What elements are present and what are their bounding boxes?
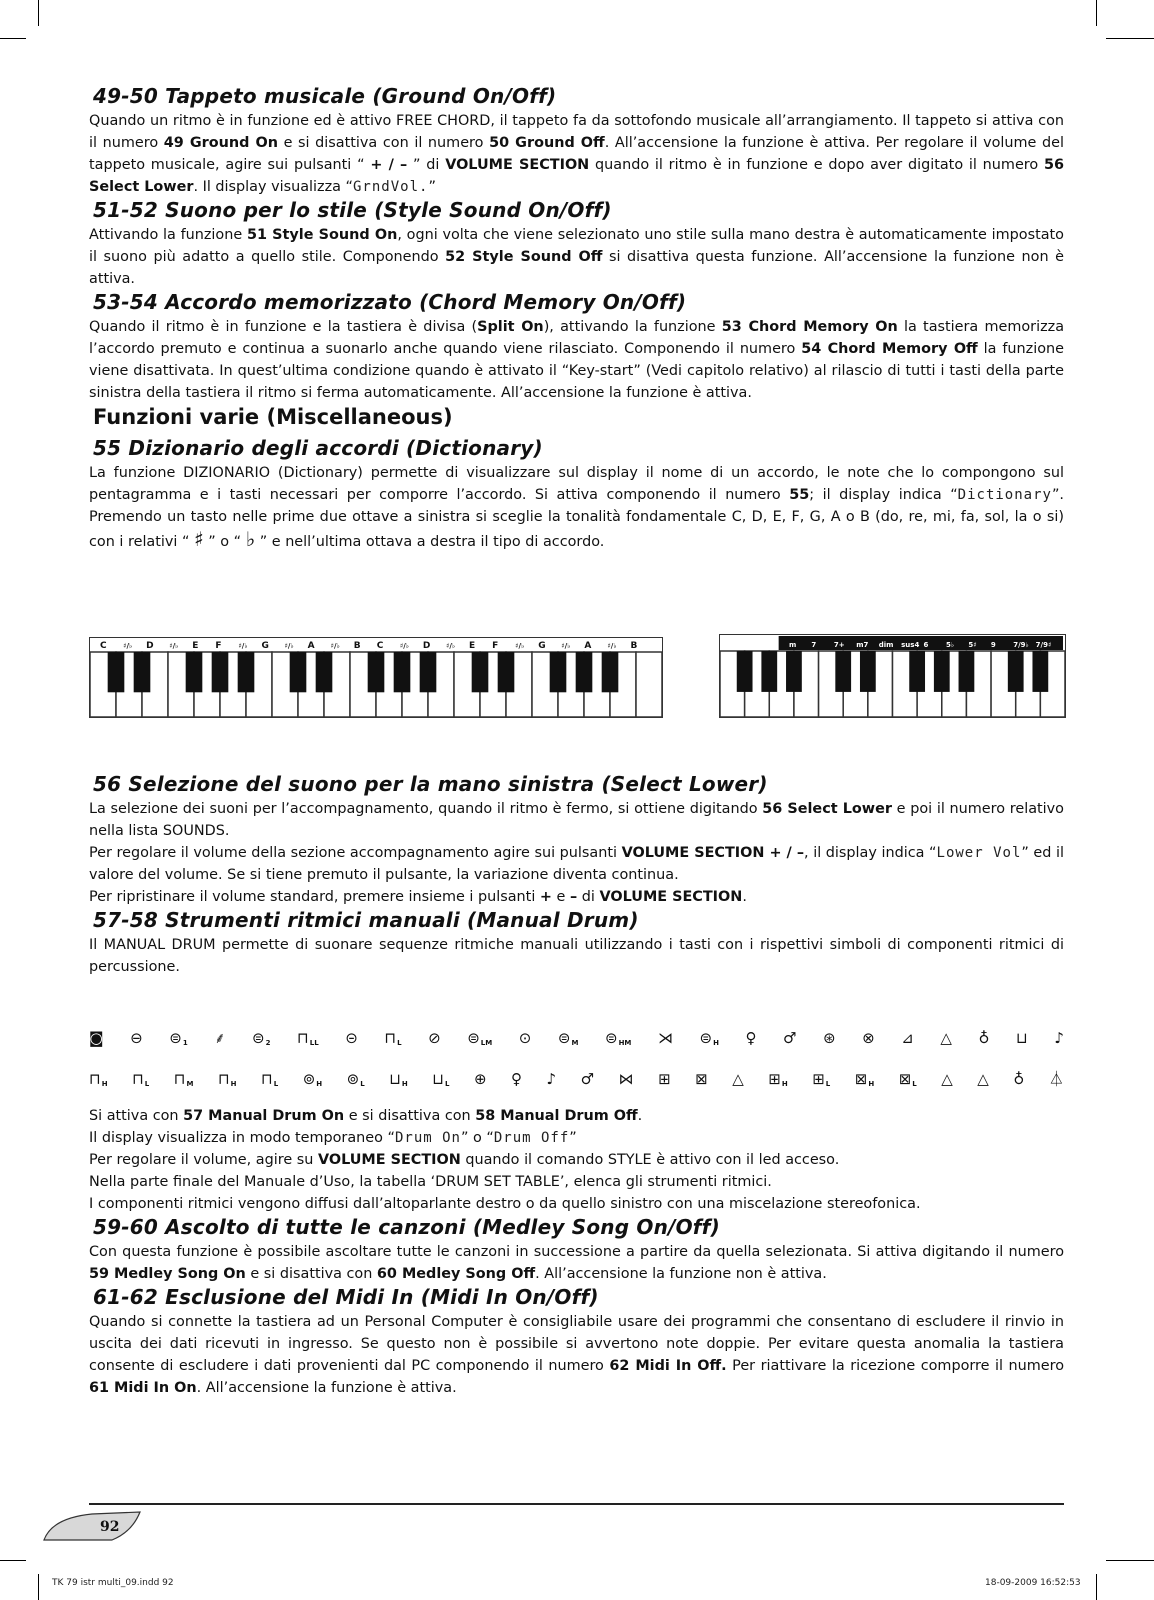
manual-drum-volume: Per regolare il volume, agire su VOLUME SECTION quando il comando STYLE è attivo con il led acceso.	[89, 1152, 840, 1168]
key-label: ♯/♭	[330, 642, 340, 650]
chord-type-label: 6	[923, 641, 929, 649]
tom-icon: ⊜ $_2$	[252, 1029, 271, 1047]
tom-icon: ⊜ $_H$	[699, 1029, 719, 1047]
brush-icon: ⸙	[214, 1029, 226, 1047]
drum-symbol-subscript: L	[360, 1079, 365, 1088]
chord-type-label: dim	[878, 641, 894, 649]
triangle-icon: △	[732, 1069, 744, 1088]
guiro-icon: ♂	[580, 1069, 595, 1088]
chord-type-label: 9	[990, 641, 996, 649]
drum-symbol-subscript: L	[273, 1079, 279, 1088]
cuica-icon: ⊠	[695, 1069, 708, 1088]
metronome-icon: ⏃	[1048, 1070, 1064, 1088]
timbale-icon: ⊚ $_H$	[302, 1069, 323, 1088]
section-title-ground: 49-50 Tappeto musicale (Ground On/Off)	[93, 84, 557, 108]
key-label: G	[261, 641, 269, 651]
section-title-style-sound: 51-52 Suono per lo stile (Style Sound On/Off)	[93, 198, 612, 222]
key-label: ♯/♭	[607, 642, 617, 650]
drum-symbol-subscript: HM	[618, 1039, 632, 1047]
tom-icon: ⊜ $_M$	[557, 1029, 579, 1047]
black-key	[550, 652, 567, 692]
black-key	[108, 652, 125, 692]
key-label: ♯/♭	[123, 642, 133, 650]
section-title-manual-drum: 57-58 Strumenti ritmici manuali (Manual Drum)	[93, 908, 639, 932]
key-label: ♯/♭	[561, 642, 571, 650]
shaker-icon: ♁	[978, 1029, 990, 1047]
black-key	[186, 652, 203, 692]
triangle-icon: △	[941, 1069, 953, 1088]
chord-type-label: 7	[811, 641, 817, 649]
section-text-select-lower-2: Per regolare il volume della sezione accompagnamento agire sui pulsanti VOLUME SECTION + / –, il display indica “Lower Vol” ed il valore del volume. Se si tiene premuto il pulsante, la variazione diventa continua.	[89, 845, 1065, 883]
white-key	[636, 652, 662, 717]
section-title-dictionary: 55 Dizionario degli accordi (Dictionary)	[93, 436, 543, 460]
crop-mark	[1096, 0, 1097, 26]
whistle-icon: ♪	[1054, 1029, 1064, 1047]
bongo-icon: ⊓ $_L$	[132, 1069, 150, 1088]
crop-mark	[0, 1560, 26, 1561]
drum-symbol-subscript: L	[144, 1079, 150, 1088]
footer-rule	[89, 1503, 1064, 1505]
conga-icon: ⊓ $_H$	[217, 1069, 237, 1088]
guiro-icon: ♂	[783, 1029, 797, 1047]
section-title-midi-in: 61-62 Esclusione del Midi In (Midi In On/Off)	[93, 1285, 599, 1309]
drum-symbol-subscript: LL	[309, 1039, 319, 1047]
agogo-icon: ⊔ $_L$	[432, 1069, 450, 1088]
display-text: GrndVol.	[353, 179, 429, 195]
black-key	[394, 652, 411, 692]
chord-type-label: m	[789, 641, 797, 649]
key-label: F	[215, 641, 222, 651]
drum-symbol-subscript: H	[101, 1079, 108, 1088]
section-text-select-lower-3: Per ripristinare il volume standard, premere insieme i pulsanti + e – di VOLUME SECTION.	[89, 889, 747, 905]
cuica-icon: ⊠ $_H$	[854, 1069, 875, 1088]
key-label: ♯/♭	[515, 642, 525, 650]
drum-symbol-subscript: H	[316, 1079, 323, 1088]
black-key	[1032, 651, 1048, 692]
black-key	[737, 651, 753, 692]
key-label: D	[422, 641, 431, 651]
shaker-icon: ♁	[1013, 1069, 1025, 1088]
section-text-chord-memory: Quando il ritmo è in funzione e la tastiera è divisa (Split On), attivando la funzione 53 Chord Memory On la tastiera memorizza l’accordo premuto e continua a suonarlo anche quando viene rilasciato. Componendo il numero 54 Chord Memory Off la funzione viene disattivata. In quest’ultima condizione quando è attivato il “Key-start” (Vedi capitolo relativo) al rilascio di tutti i tasti della parte sinistra della tastiera il ritmo si ferma automaticamente. All’accensione la funzione è attiva.	[89, 319, 1065, 401]
crop-mark	[0, 38, 26, 39]
drum-symbol-subscript: M	[186, 1079, 194, 1088]
key-label: B	[353, 641, 361, 651]
timbale-icon: ⊚ $_L$	[346, 1069, 365, 1088]
section-text-ground: Quando un ritmo è in funzione ed è attivo FREE CHORD, il tappeto fa da sottofondo musicale all’arrangiamento. Il tappeto si attiva con il numero 49 Ground On e si disattiva con il numero 50 Ground Off. All’accensione la funzione è attiva. Per regolare il volume del tappeto musicale, agire sui pulsanti “ + / – ” di VOLUME SECTION quando il ritmo è in funzione e dopo aver digitato il numero 56 Select Lower. Il display visualizza “GrndVol.”	[89, 113, 1065, 195]
triangle-icon: △	[940, 1029, 952, 1047]
footer-date-time: 18-09-2009 16:52:53	[985, 1578, 1081, 1588]
hihat-icon: ⊘	[428, 1029, 441, 1047]
flat-symbol: ♭	[245, 527, 256, 551]
display-text: Drum Off	[493, 1130, 570, 1146]
key-label: ♯/♭	[169, 642, 179, 650]
woodblock-icon: ⊞ $_L$	[812, 1069, 831, 1088]
display-text: Dictionary	[957, 487, 1052, 503]
black-key	[134, 652, 151, 692]
cuica-icon: ⊠ $_L$	[898, 1069, 917, 1088]
key-label: C	[100, 641, 107, 651]
black-key	[420, 652, 437, 692]
black-key	[761, 651, 777, 692]
black-key	[368, 652, 385, 692]
crop-mark	[38, 0, 39, 26]
section-text-midi-in: Quando si connette la tastiera ad un Personal Computer è consigliabile usare dei programmi che consentano di escludere il rinvio in uscita dei dati ricevuti in ingresso. Se questo non è possibile si avvertono note doppie. Per evitare questa anomalia la tastiera consente di escludere i dati provenienti dal PC componendo il numero 62 Midi In Off. Per riattivare la ricezione comporre il numero 61 Midi In On. All’accensione la funzione è attiva.	[89, 1314, 1065, 1396]
page-content-bottom	[89, 1105, 1064, 1399]
drum-symbol-subscript: 2	[265, 1039, 271, 1047]
agogo-icon: ⊔ $_H$	[389, 1069, 408, 1088]
black-key	[238, 652, 255, 692]
key-label: B	[630, 641, 638, 651]
page-content-lower	[89, 772, 1064, 978]
claves-icon: ⋈	[618, 1069, 634, 1088]
drum-symbol-subscript: H	[781, 1079, 788, 1088]
display-text: Lower Vol	[936, 845, 1022, 861]
key-label: E	[192, 641, 199, 651]
drum-symbol-subscript: H	[713, 1039, 719, 1047]
black-key	[472, 652, 489, 692]
key-label: ♯/♭	[445, 642, 456, 650]
agogo-icon: ⊔	[1016, 1029, 1028, 1047]
black-key	[1008, 651, 1024, 692]
footer-file-info: TK 79 istr multi_09.indd 92	[52, 1578, 174, 1588]
key-label: C	[376, 641, 384, 651]
black-key	[498, 652, 515, 692]
key-label: ♯/♭	[238, 642, 248, 650]
tom-icon: ⊜ $_{LM}$	[467, 1029, 493, 1047]
chord-type-label: 5♯	[968, 641, 977, 649]
key-label: ♯/♭	[399, 642, 410, 650]
cabasa-icon: ⊕	[473, 1069, 487, 1088]
snare-icon: ⊖	[130, 1029, 143, 1047]
key-label: A	[307, 641, 315, 651]
black-key	[835, 651, 851, 692]
kick-drum-icon: ◙	[89, 1029, 104, 1047]
drum-symbol-subscript: L	[825, 1079, 831, 1088]
drum-symbol-subscript: 1	[182, 1039, 188, 1047]
section-text-select-lower-1: La selezione dei suoni per l’accompagnamento, quando il ritmo è fermo, si ottiene digitando 56 Select Lower e poi il numero relativo nella lista SOUNDS.	[89, 801, 1064, 839]
tom-icon: ⊜ $_1$	[169, 1029, 188, 1047]
whistle-icon: ♪	[546, 1069, 557, 1088]
drum-symbol-subscript: L	[445, 1079, 450, 1088]
chord-type-label: 7/9♯	[1035, 641, 1052, 649]
key-label: ♯/♭	[284, 642, 294, 650]
chord-type-label: sus4	[901, 641, 920, 649]
manual-drum-on-off: Si attiva con 57 Manual Drum On e si disattiva con 58 Manual Drum Off.	[89, 1108, 643, 1124]
key-label: A	[584, 641, 592, 651]
page-number-tab	[42, 1510, 142, 1544]
drum-symbol-subscript: LM	[480, 1039, 493, 1047]
tom-icon: ⊜ $_{HM}$	[605, 1029, 632, 1047]
key-label: F	[492, 641, 499, 651]
drum-symbol-subscript: H	[868, 1079, 875, 1088]
black-key	[860, 651, 876, 692]
sharp-symbol: ♯	[194, 527, 204, 551]
section-title-select-lower: 56 Selezione del suono per la mano sinistra (Select Lower)	[93, 772, 768, 796]
conga-icon: ⊓ $_L$	[384, 1029, 402, 1047]
conga-icon: ⊓ $_M$	[173, 1069, 194, 1088]
woodblock-icon: ⊞	[658, 1069, 671, 1088]
section-title-medley: 59-60 Ascolto di tutte le canzoni (Medley Song On/Off)	[93, 1215, 720, 1239]
maracas-icon: ♀	[511, 1069, 523, 1088]
cowbell-icon: ⊛	[823, 1029, 836, 1047]
drum-symbol-subscript: M	[571, 1039, 579, 1047]
black-key	[786, 651, 802, 692]
black-key	[576, 652, 593, 692]
chapter-heading-misc: Funzioni varie (Miscellaneous)	[93, 405, 453, 429]
black-key	[316, 652, 333, 692]
chord-type-label: 7+	[833, 641, 845, 649]
key-label: D	[146, 641, 154, 651]
black-key	[934, 651, 950, 692]
section-text-medley: Con questa funzione è possibile ascoltare tutte le canzoni in successione a partire da quella selezionata. Si attiva digitando il numero 59 Medley Song On e si disattiva con 60 Medley Song Off. All’accensione la funzione non è attiva.	[89, 1244, 1064, 1282]
section-text-manual-drum-intro: Il MANUAL DRUM permette di suonare sequenze ritmiche manuali utilizzando i tasti con i rispettivi simboli di componenti ritmici di percussione.	[89, 937, 1064, 975]
chord-type-label: 7/9♭	[1013, 641, 1029, 649]
section-title-chord-memory: 53-54 Accordo memorizzato (Chord Memory On/Off)	[93, 290, 687, 314]
black-key	[602, 652, 619, 692]
ride-icon: ⊗	[862, 1029, 875, 1047]
woodblock-icon: ⊞ $_H$	[768, 1069, 788, 1088]
keyboard-chord-type-diagram	[719, 634, 1066, 718]
manual-drum-display: Il display visualizza in modo temporaneo “Drum On” o “Drum Off”	[89, 1130, 577, 1146]
conga-icon: ⊓ $_{LL}$	[297, 1029, 319, 1047]
manual-drum-stereo: I componenti ritmici vengono diffusi dall’altoparlante destro o da quello sinistro con una miscelazione stereofonica.	[89, 1196, 921, 1212]
section-text-style-sound: Attivando la funzione 51 Style Sound On, ogni volta che viene selezionato uno stile sulla mano destra è automaticamente impostato il suono più adatto a quello stile. Componendo 52 Style Sound Off si disattiva questa funzione. All’accensione la funzione non è attiva.	[89, 227, 1064, 287]
black-key	[212, 652, 229, 692]
drum-symbol-subscript: H	[401, 1079, 408, 1088]
bongo-icon: ⊓ $_H$	[89, 1069, 108, 1088]
crop-mark	[1106, 1560, 1154, 1561]
triangle-icon: △	[977, 1069, 989, 1088]
crop-mark	[1096, 1574, 1097, 1600]
section-text-dictionary: La funzione DIZIONARIO (Dictionary) permette di visualizzare sul display il nome di un accordo, le note che lo compongono sul pentagramma e i tasti necessari per comporre l’accordo. Si attiva componendo il numero 55; il display indica “Dictionary”. Premendo un tasto nelle prime due ottave a sinistra si sceglie la tonalità fondamentale C, D, E, F, G, A o B (do, re, mi, fa, sol, la o si) con i relativi “ ♯ ” o “ ♭ ” e nell’ultima ottava a destra il tipo di accordo.	[89, 465, 1064, 551]
conga-icon: ⊓ $_L$	[261, 1069, 279, 1088]
crash-icon: ⋊	[657, 1029, 673, 1047]
maracas-icon: ♀	[745, 1029, 757, 1047]
cymbal-icon: ⊝	[345, 1029, 358, 1047]
splash-icon: ⊿	[901, 1029, 914, 1047]
crop-mark	[1106, 38, 1154, 39]
keyboard-root-diagram	[89, 637, 663, 718]
black-key	[959, 651, 975, 692]
chord-type-label: m7	[856, 641, 869, 649]
black-key	[909, 651, 925, 692]
key-label: G	[538, 641, 546, 651]
bell-icon: ⊙	[518, 1029, 532, 1047]
page-content	[89, 84, 1064, 553]
drum-symbol-subscript: L	[912, 1079, 917, 1088]
page-number: 92	[100, 1519, 120, 1535]
drum-symbols-row-1	[89, 1028, 1064, 1048]
drum-symbol-subscript: H	[230, 1079, 237, 1088]
drum-symbols-row-2	[89, 1068, 1064, 1089]
chord-type-label: 5♭	[945, 641, 955, 649]
drum-symbol-subscript: L	[397, 1039, 402, 1047]
black-key	[290, 652, 307, 692]
manual-drum-table: Nella parte finale del Manuale d’Uso, la tabella ‘DRUM SET TABLE’, elenca gli strumenti ritmici.	[89, 1174, 772, 1190]
display-text: Drum On	[394, 1130, 461, 1146]
crop-mark	[38, 1574, 39, 1600]
key-label: E	[469, 641, 476, 651]
